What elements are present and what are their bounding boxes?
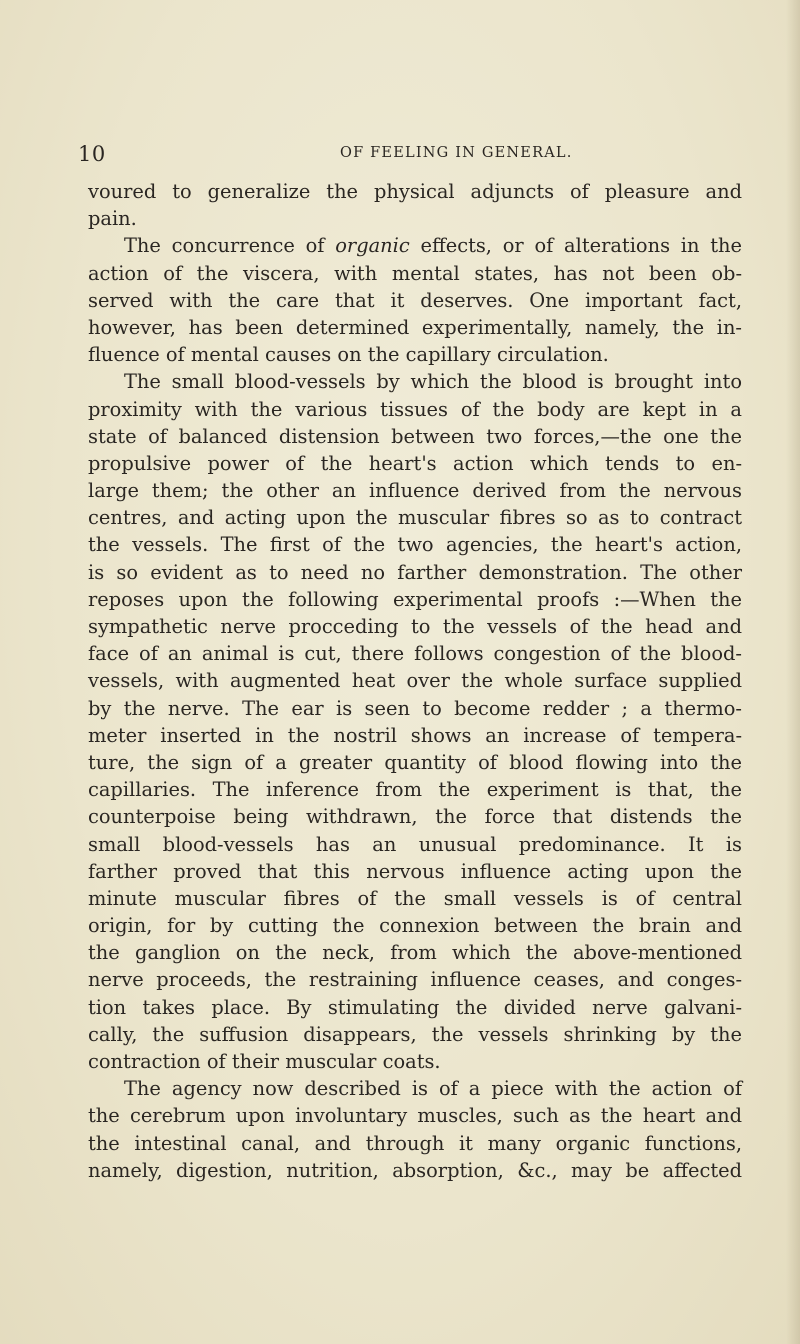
text-line — [88, 966, 742, 993]
text-span: large them; the other an influence derived from the nervous — [88, 479, 742, 503]
text-span: centres, and acting upon the muscular fibres so as to contract — [88, 506, 742, 530]
text-span: origin, for by cutting the connexion between the brain and — [88, 914, 742, 938]
text-line — [88, 803, 742, 830]
text-line — [102, 1075, 742, 1102]
text-span: reposes upon the following experimental proofs :—When the — [88, 587, 742, 611]
text-line — [88, 613, 742, 640]
text-span: pain. — [88, 207, 137, 231]
text-span: meter inserted in the nostril shows an increase of tempera- — [88, 723, 742, 747]
text-line — [88, 667, 742, 694]
text-span: by the nerve. The ear is seen to become redder ; a thermo- — [88, 696, 742, 720]
text-span: nerve proceeds, the restraining influence ceases, and conges- — [88, 968, 742, 992]
text-line — [88, 749, 742, 776]
text-span: The concurrence of — [124, 234, 336, 258]
text-span: The agency now described is of a piece with the action of — [124, 1077, 742, 1101]
text-line — [88, 314, 742, 341]
text-line — [88, 831, 742, 858]
text-span: counterpoise being withdrawn, the force that distends the — [88, 805, 742, 829]
text-span: the vessels. The first of the two agencies, the heart's action, — [88, 533, 742, 557]
text-line — [88, 586, 742, 613]
text-span: tion takes place. By stimulating the divided nerve galvani- — [88, 995, 742, 1019]
text-span: is so evident as to need no farther demonstration. The other — [88, 560, 742, 584]
text-span: face of an animal is cut, there follows congestion of the blood- — [88, 642, 742, 666]
text-line — [88, 396, 742, 423]
text-line — [88, 776, 742, 803]
text-span: served with the care that it deserves. One important fact, — [88, 288, 742, 312]
text-span: proximity with the various tissues of the body are kept in a — [88, 397, 742, 421]
body-text — [88, 178, 742, 1184]
text-line — [102, 368, 742, 395]
text-span: however, has been determined experimentally, namely, the in- — [88, 315, 742, 339]
page-number: 10 — [78, 142, 106, 166]
text-line — [88, 178, 742, 205]
running-title: OF FEELING IN GENERAL. — [340, 145, 573, 161]
text-line — [88, 939, 742, 966]
text-line — [88, 1021, 742, 1048]
text-span: action of the viscera, with mental states, has not been ob- — [88, 261, 742, 285]
text-line — [88, 559, 742, 586]
text-line — [88, 994, 742, 1021]
italic-term: organic — [335, 234, 410, 258]
text-line — [88, 640, 742, 667]
text-span: the intestinal canal, and through it many organic functions, — [88, 1131, 742, 1155]
text-line — [88, 1102, 742, 1129]
text-line — [88, 287, 742, 314]
text-span: namely, digestion, nutrition, absorption, &c., may be affected — [88, 1158, 742, 1182]
text-span: ture, the sign of a greater quantity of blood flowing into the — [88, 750, 742, 774]
text-span: the ganglion on the neck, from which the above-mentioned — [88, 941, 742, 965]
text-span: farther proved that this nervous influence acting upon the — [88, 859, 742, 883]
text-line — [88, 423, 742, 450]
text-line — [88, 341, 742, 368]
text-line — [88, 722, 742, 749]
text-span: effects, or of alterations in the — [409, 234, 742, 258]
text-span: sympathetic nerve procceding to the vessels of the head and — [88, 615, 742, 638]
text-span: capillaries. The inference from the experiment is that, the — [88, 778, 742, 802]
text-span: the cerebrum upon involuntary muscles, such as the heart and — [88, 1104, 742, 1128]
text-line — [88, 912, 742, 939]
text-line — [88, 885, 742, 912]
text-span: state of balanced distension between two forces,—the one the — [88, 424, 742, 448]
text-line — [88, 1130, 742, 1157]
text-line — [88, 205, 742, 232]
text-span: propulsive power of the heart's action which tends to en- — [88, 451, 742, 475]
text-line — [102, 232, 742, 259]
text-line — [88, 1048, 742, 1075]
text-line — [88, 477, 742, 504]
text-line — [88, 531, 742, 558]
text-line — [88, 858, 742, 885]
text-line — [88, 450, 742, 477]
text-span: fluence of mental causes on the capillary circulation. — [88, 343, 609, 367]
text-line — [88, 695, 742, 722]
text-span: vessels, with augmented heat over the whole surface supplied — [88, 669, 742, 693]
running-head — [78, 142, 758, 166]
text-span: voured to generalize the physical adjuncts of pleasure and — [88, 180, 742, 203]
text-span: The small blood-vessels by which the blood is brought into — [124, 370, 742, 394]
text-span: contraction of their muscular coats. — [88, 1050, 441, 1073]
text-span: small blood-vessels has an unusual predominance. It is — [88, 832, 742, 856]
text-span: minute muscular fibres of the small vessels is of central — [88, 886, 742, 910]
text-line — [88, 1157, 742, 1184]
text-line — [88, 504, 742, 531]
text-span: cally, the suffusion disappears, the vessels shrinking by the — [88, 1022, 742, 1046]
text-line — [88, 260, 742, 287]
